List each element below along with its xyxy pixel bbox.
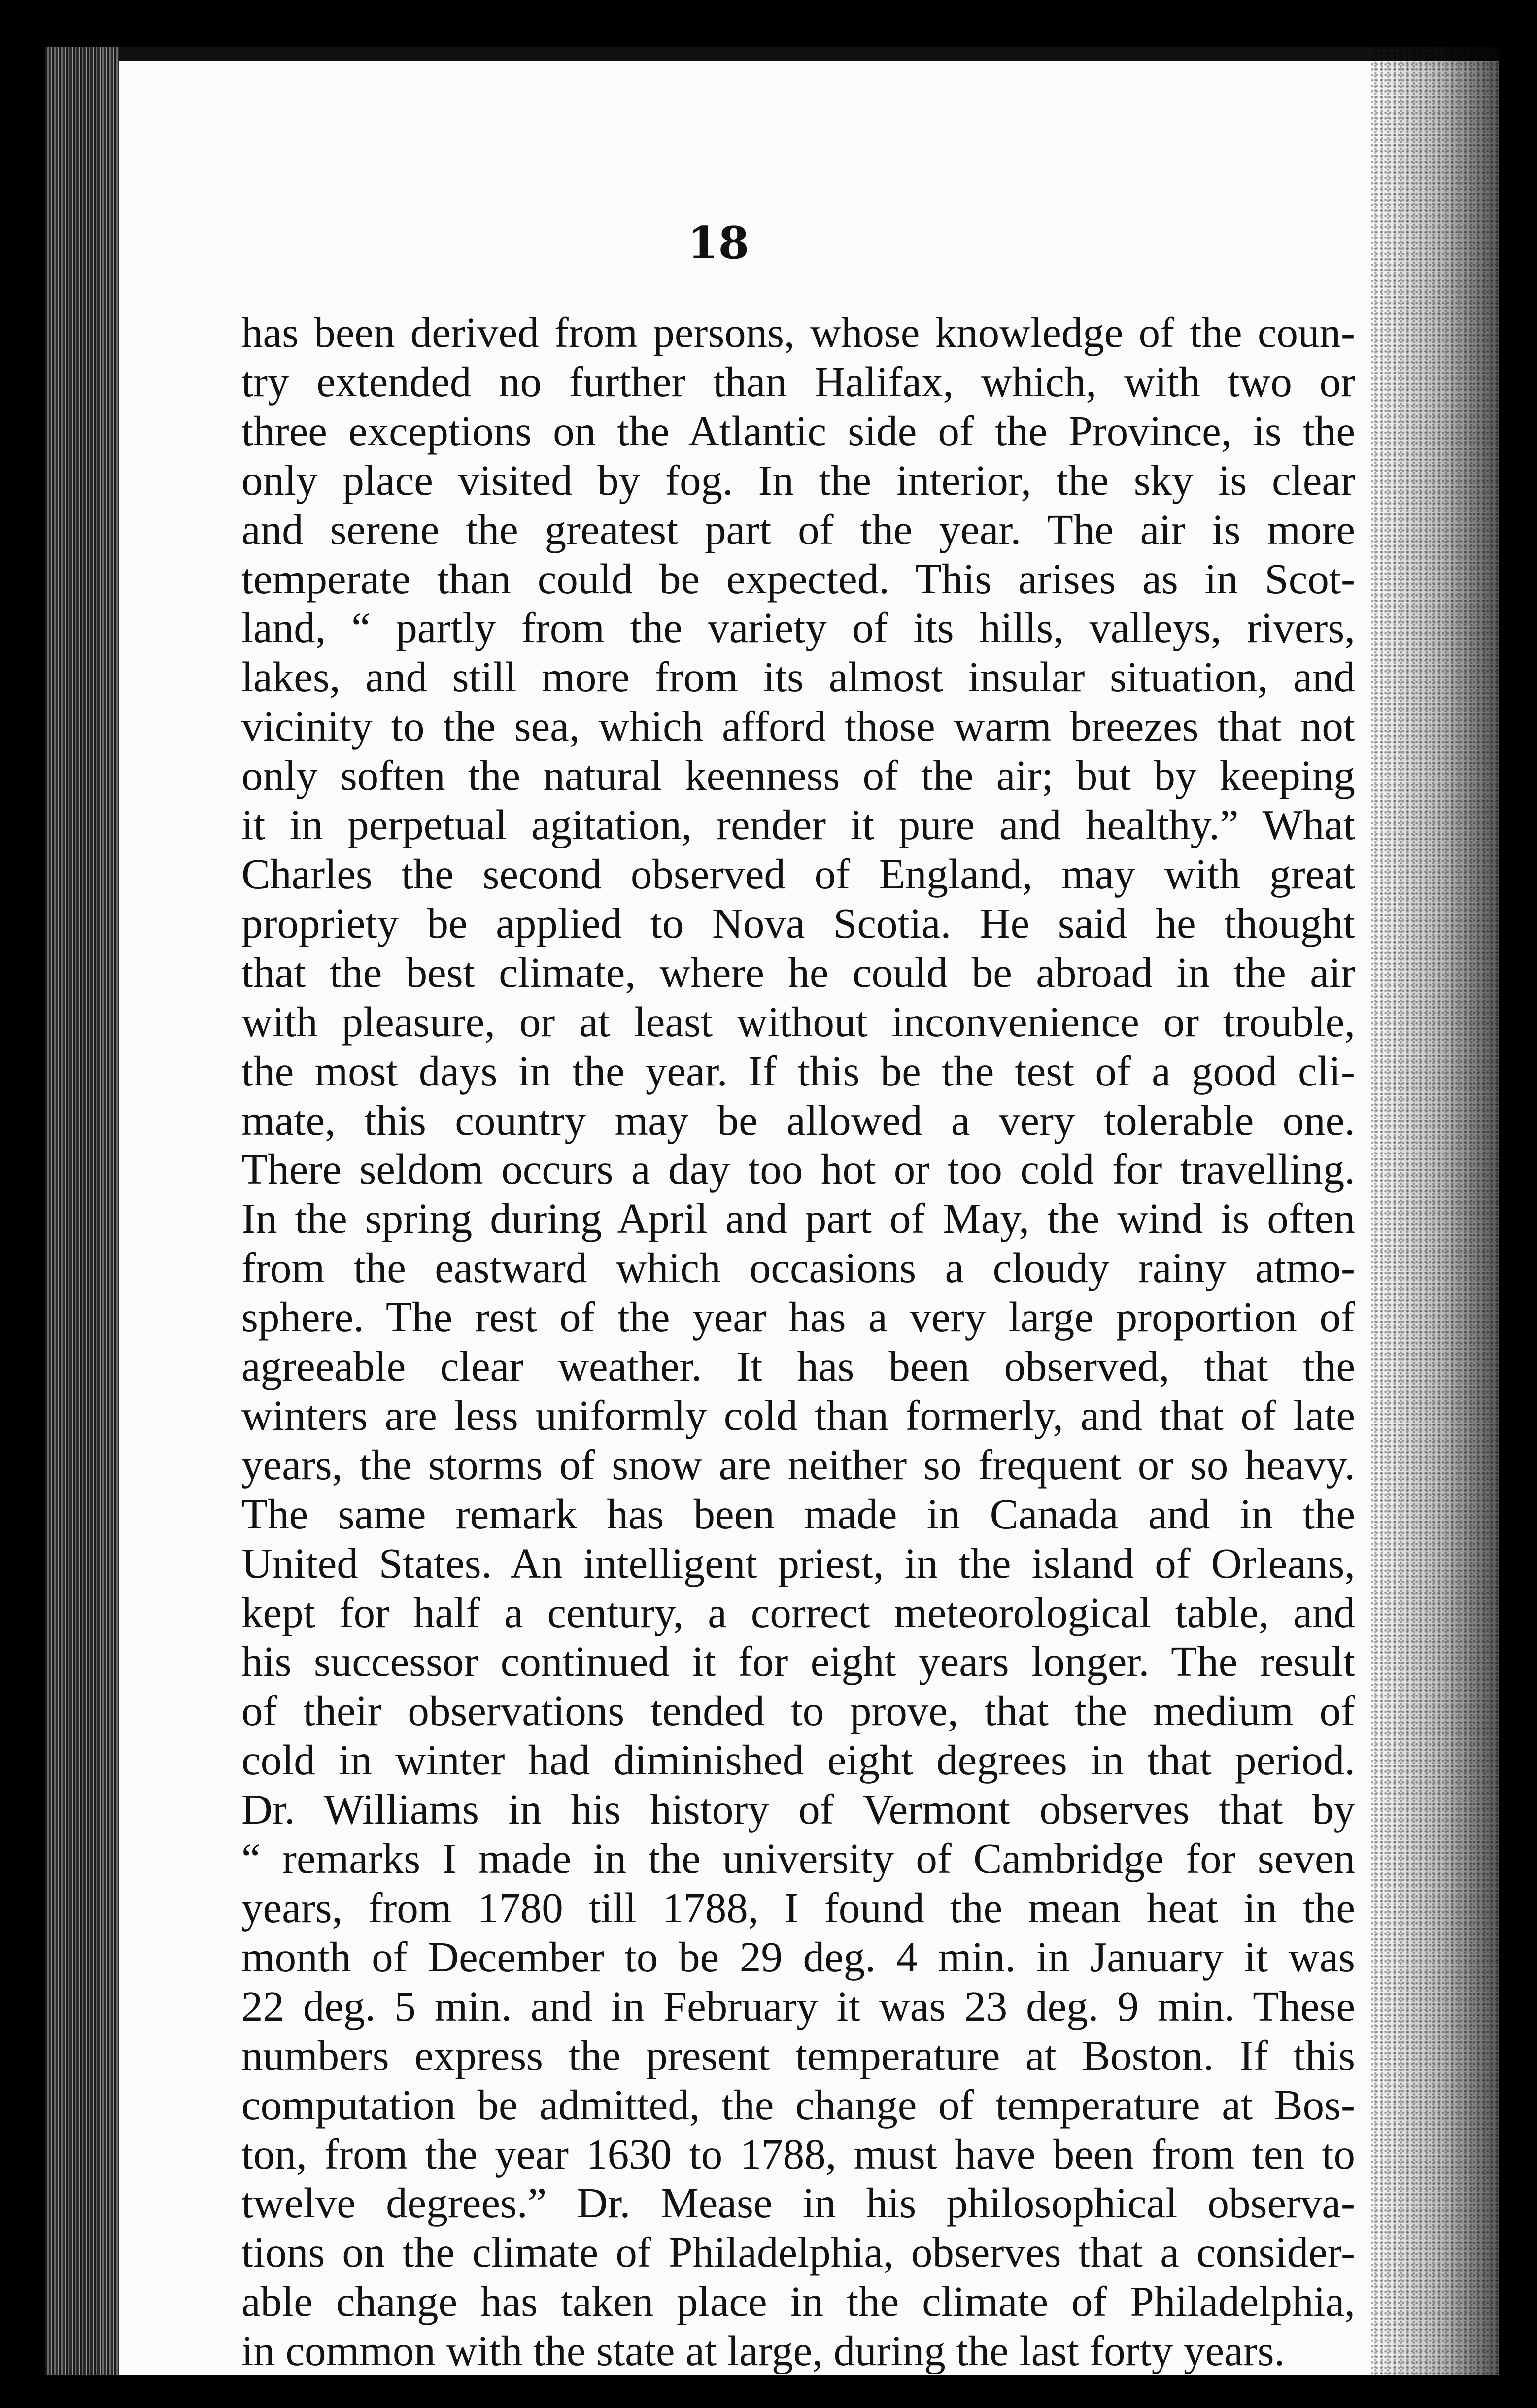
text-line: ton, from the year 1630 to 1788, must have been from ten to [241,2130,1355,2178]
text-line: able change has taken place in the climate of Philadelphia, [241,2277,1355,2326]
text-line: Dr. Williams in his history of Vermont observes that by [241,1785,1355,1833]
text-line: mate, this country may be allowed a very tolerable one. [241,1096,1355,1144]
text-line: United States. An intelligent priest, in the island of Orleans, [241,1539,1355,1587]
text-line: that the best climate, where he could be abroad in the air [241,948,1355,996]
text-line: In the spring during April and part of May, the wind is often [241,1194,1355,1243]
text-line: only soften the natural keenness of the air; but by keeping [241,751,1355,800]
page-number: 18 [687,217,750,269]
page-top-edge [119,47,1499,61]
text-line: computation be admitted, the change of temperature at Bos- [241,2080,1355,2129]
text-line: land, “ partly from the variety of its hills, valleys, rivers, [241,604,1355,652]
text-line: temperate than could be expected. This arises as in Scot- [241,554,1355,603]
text-line: agreeable clear weather. It has been observed, that the [241,1342,1355,1391]
text-line: three exceptions on the Atlantic side of the Province, is the [241,407,1355,455]
text-line: There seldom occurs a day too hot or too cold for travelling. [241,1145,1355,1193]
text-line: Charles the second observed of England, may with great [241,849,1355,898]
text-line: tions on the climate of Philadelphia, observes that a consider- [241,2228,1355,2276]
text-line: of their observations tended to prove, that the medium of [241,1687,1355,1735]
text-line: lakes, and still more from its almost insular situation, and [241,653,1355,701]
text-line: “ remarks I made in the university of Cambridge for seven [241,1834,1355,1883]
page-binding-edge [45,47,119,2375]
text-line: cold in winter had diminished eight degrees in that period. [241,1736,1355,1784]
text-line: winters are less uniformly cold than formerly, and that of late [241,1391,1355,1439]
text-line: month of December to be 29 deg. 4 min. in January it was [241,1933,1355,1981]
text-line: only place visited by fog. In the interior, the sky is clear [241,456,1355,504]
text-line: has been derived from persons, whose knowledge of the coun- [241,308,1355,356]
body-text [241,308,1355,2375]
text-line: his successor continued it for eight years longer. The result [241,1637,1355,1686]
text-line: from the eastward which occasions a cloudy rainy atmo- [241,1244,1355,1292]
text-line: propriety be applied to Nova Scotia. He said he thought [241,899,1355,947]
text-line: The same remark has been made in Canada and in the [241,1490,1355,1538]
text-line: in common with the state at large, during the last forty years. [241,2327,1285,2375]
text-line: with pleasure, or at least without inconvenience or trouble, [241,997,1355,1046]
text-line: the most days in the year. If this be the test of a good cli- [241,1047,1355,1095]
text-line: vicinity to the sea, which afford those warm breezes that not [241,702,1355,750]
page-scan-noise-edge [1371,47,1499,2375]
text-line: years, from 1780 till 1788, I found the mean heat in the [241,1884,1355,1932]
text-line: and serene the greatest part of the year. The air is more [241,505,1355,553]
text-line: numbers express the present temperature at Boston. If this [241,2031,1355,2079]
text-line: try extended no further than Halifax, which, with two or [241,357,1355,406]
text-line: twelve degrees.” Dr. Mease in his philosophical observa- [241,2179,1355,2227]
text-line: it in perpetual agitation, render it pure and healthy.” What [241,801,1355,849]
text-line: sphere. The rest of the year has a very large proportion of [241,1293,1355,1341]
text-line: years, the storms of snow are neither so frequent or so heavy. [241,1440,1355,1489]
text-line: kept for half a century, a correct meteorological table, and [241,1588,1355,1636]
text-line: 22 deg. 5 min. and in February it was 23 deg. 9 min. These [241,1982,1355,2030]
